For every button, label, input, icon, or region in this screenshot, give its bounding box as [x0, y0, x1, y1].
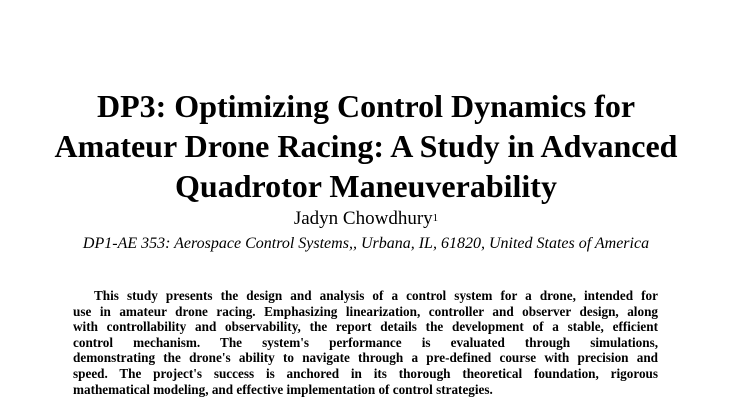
abstract-line-4: control mechanism. The system's performance is evaluated through simulations, [73, 334, 658, 350]
abstract-line-2: use in amateur drone racing. Emphasizing linearization, controller and observer design, along [73, 303, 658, 319]
abstract-line-3: with controllability and observability, the report details the development of a stable, efficient [73, 319, 658, 335]
title-line-2: Amateur Drone Racing: A Study in Advanced [54, 128, 678, 164]
abstract [73, 288, 658, 397]
abstract-line-6: speed. The project's success is anchored in its thorough theoretical foundation, rigorous [73, 365, 658, 381]
affiliation-marker: 1 [432, 212, 439, 224]
title-line-3: Quadrotor Maneuverability [175, 168, 557, 204]
title-line-1: DP3: Optimizing Control Dynamics for [96, 88, 636, 124]
paper-title [0, 86, 732, 206]
author-name: Jadyn Chowdhury [293, 208, 433, 229]
author-affiliation: DP1-AE 353: Aerospace Control Systems,, Urbana, IL, 61820, United States of America [82, 235, 650, 252]
author-line [0, 207, 732, 231]
abstract-line-7: mathematical modeling, and effective implementation of control strategies. [73, 381, 493, 397]
abstract-line-1: This study presents the design and analysis of a control system for a drone, intended for [94, 288, 658, 303]
abstract-line-5: demonstrating the drone's ability to navigate through a pre-defined course with precision and [73, 350, 658, 366]
